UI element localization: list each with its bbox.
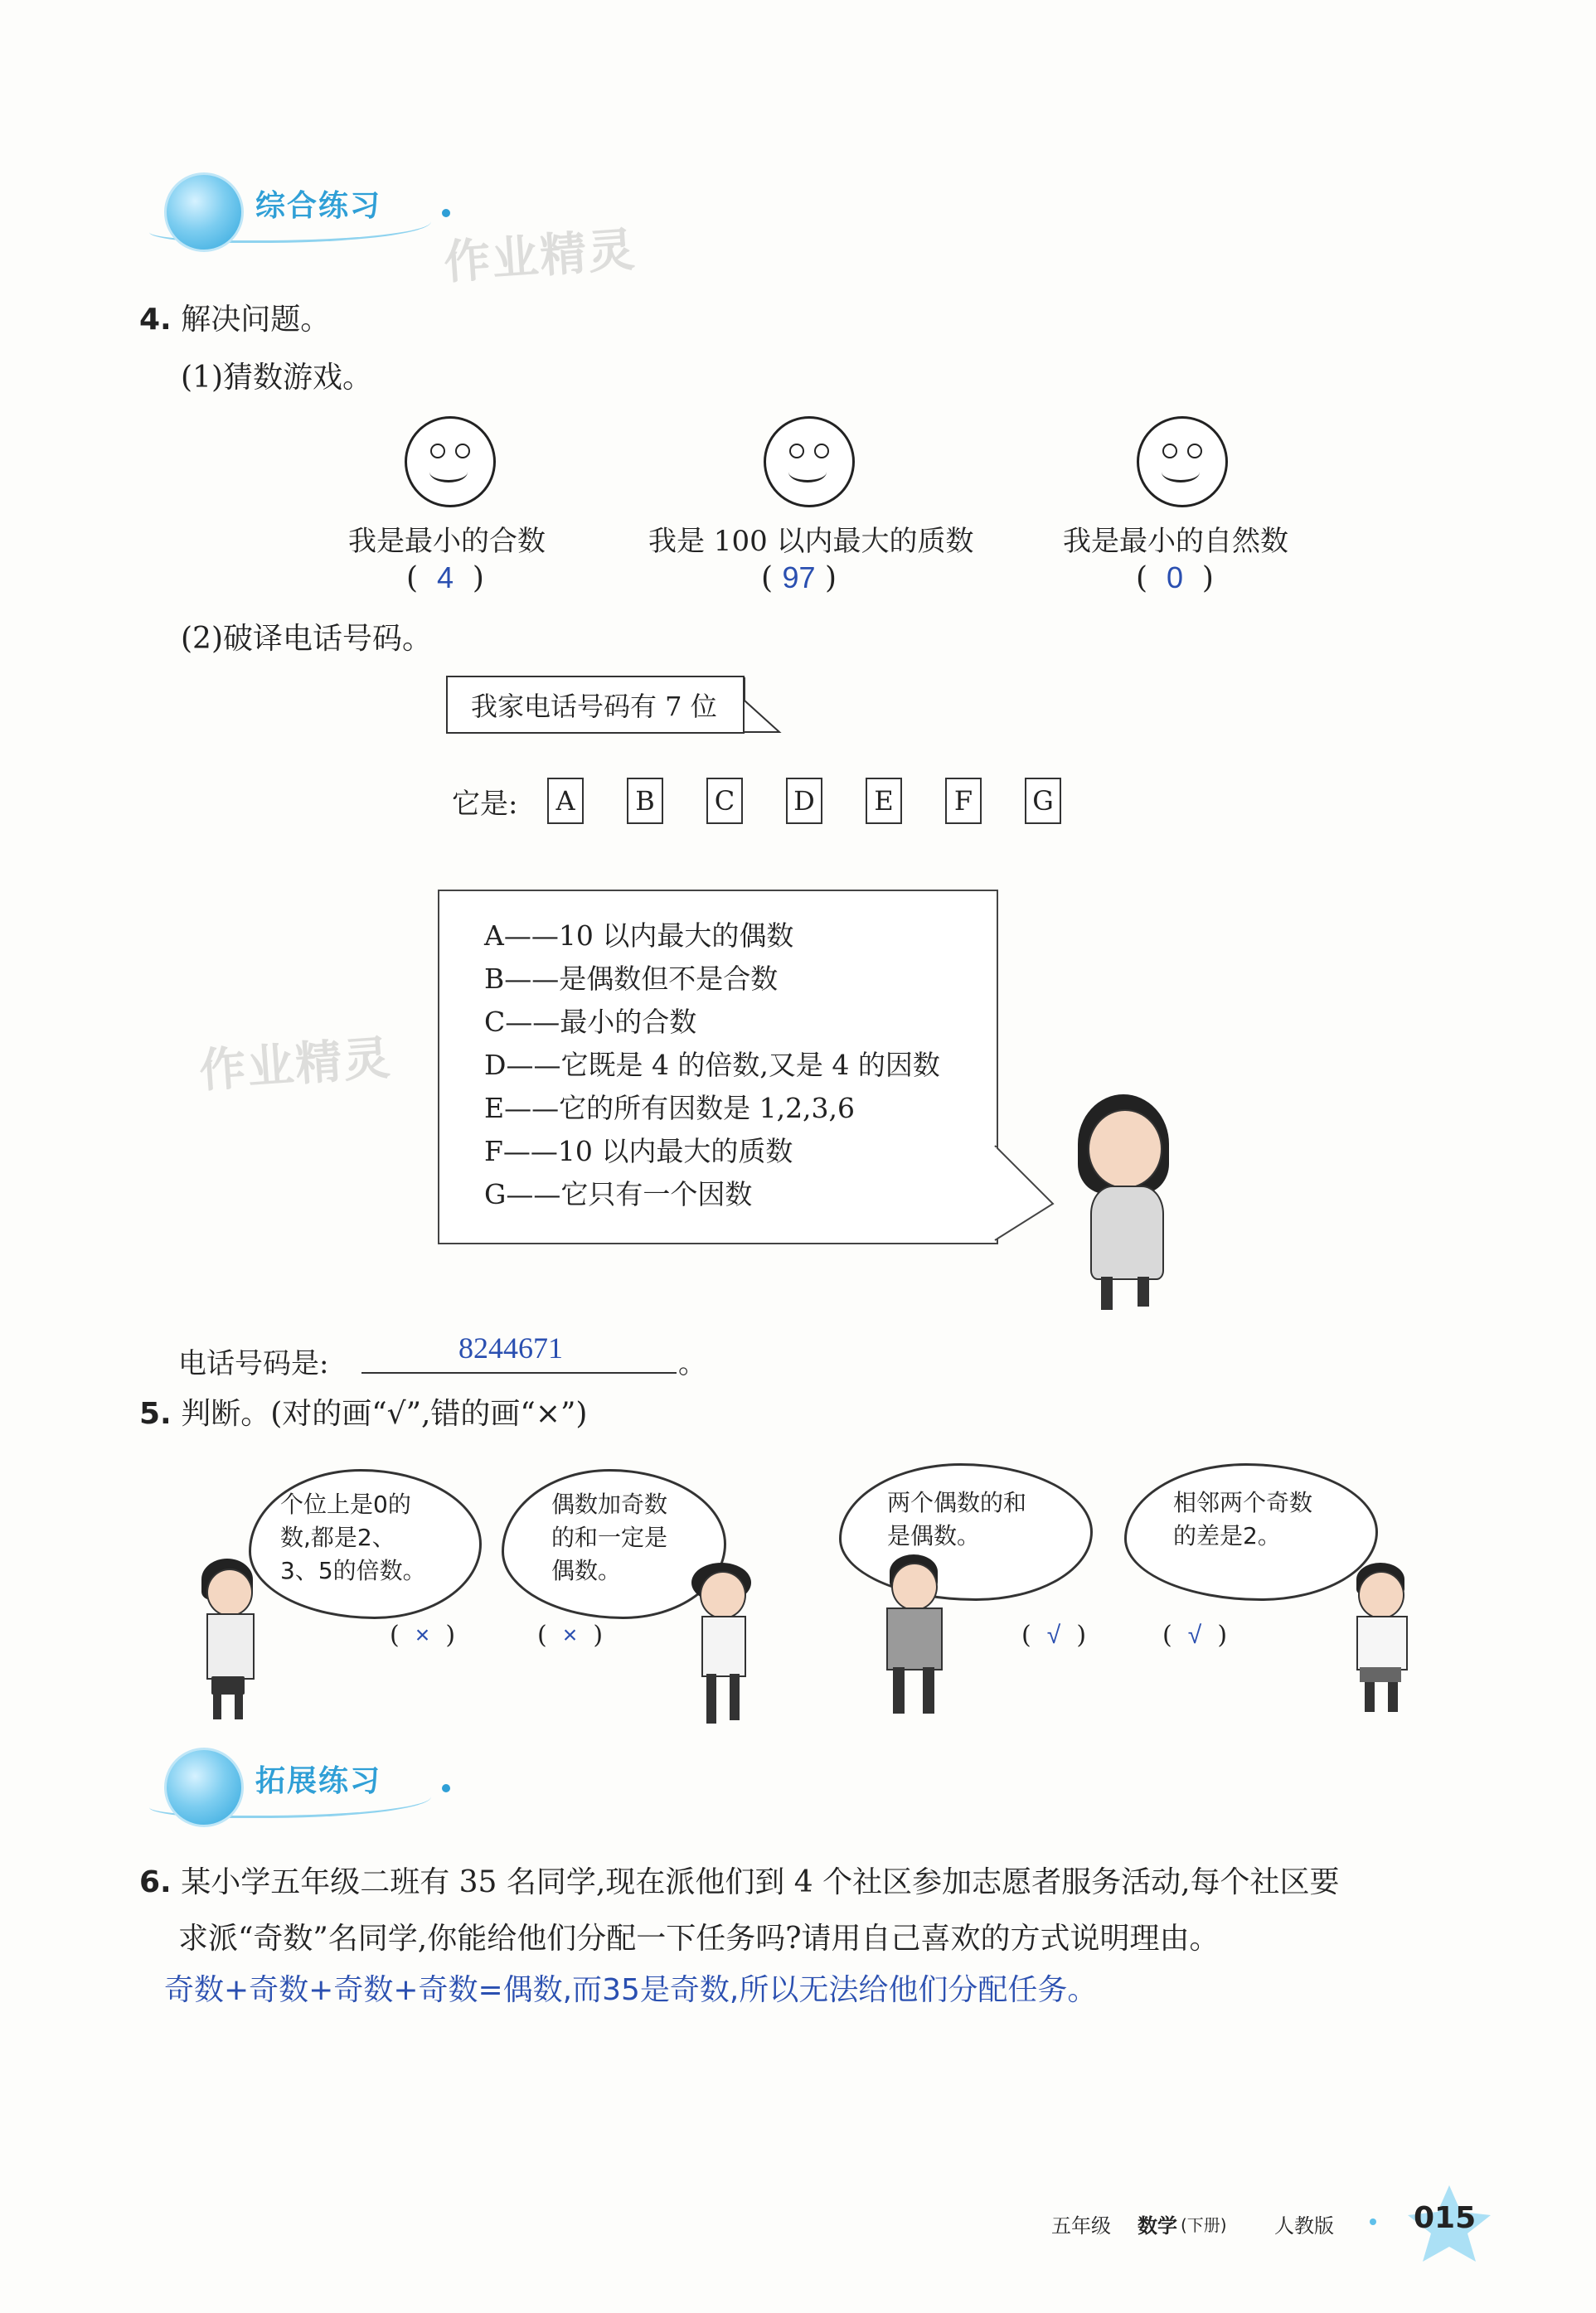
phone-answer: 8244671: [458, 1331, 563, 1365]
clue-line: G——它只有一个因数: [484, 1178, 753, 1210]
guess-answer: 97: [782, 560, 816, 594]
clue-line: B——是偶数但不是合数: [484, 963, 779, 995]
judge-answer: ×: [415, 1622, 430, 1649]
cloud-text: 个位上是0的 数,都是2、 3、5的倍数。: [280, 1491, 426, 1584]
judge-blank: ( × ): [537, 1621, 604, 1650]
section-title: 拓展练习: [255, 1764, 382, 1798]
letter-box: E: [866, 778, 902, 824]
guess-answer: 0: [1166, 560, 1183, 594]
judge-answer: ×: [562, 1622, 578, 1649]
footer-volume: (下册): [1181, 2215, 1227, 2235]
q4-part1-label: (1)猜数游戏。: [181, 361, 372, 395]
q4-title: 解决问题。: [181, 303, 331, 337]
q6-line1: [139, 1859, 1340, 1901]
phone-answer-line: [361, 1372, 677, 1374]
bubble-tail-icon: [738, 676, 788, 735]
footer-grade: 五年级: [1051, 2214, 1111, 2238]
girl-pigtails-illustration: [688, 1563, 759, 1729]
footer-dot-icon: [1370, 2218, 1376, 2225]
clue-line: D——它既是 4 的倍数,又是 4 的因数: [484, 1049, 940, 1081]
letter-box: F: [945, 778, 982, 824]
cloud-text: 相邻两个奇数 的差是2。: [1173, 1489, 1313, 1549]
q5-number: 5.: [139, 1397, 172, 1431]
judge-answer: √: [1187, 1622, 1202, 1649]
q6-text: 某小学五年级二班有 35 名同学,现在派他们到 4 个社区参加志愿者服务活动,每个社区要: [181, 1865, 1340, 1899]
banner-dot-icon: [442, 1784, 450, 1792]
guess-caption: 我是最小的自然数: [1063, 525, 1288, 558]
section-banner-extension: [131, 1741, 479, 1832]
q4-part2-label: (2)破译电话号码。: [181, 622, 432, 656]
cloud-text: 偶数加奇数 的和一定是 偶数。: [551, 1491, 668, 1584]
page-number: 015: [1414, 2201, 1477, 2235]
letter-box: D: [786, 778, 822, 824]
banner-dot-icon: [442, 209, 450, 217]
smiley-face-icon: [764, 416, 855, 507]
cloud-text: 两个偶数的和 是偶数。: [887, 1489, 1027, 1549]
q6-line2: 求派“奇数”名同学,你能给他们分配一下任务吗?请用自己喜欢的方式说明理由。: [178, 1922, 1220, 1956]
letter-box: G: [1025, 778, 1061, 824]
phone-label: 电话号码是:: [178, 1347, 329, 1380]
it-is-label: 它是:: [452, 788, 518, 821]
judge-blank: ( × ): [390, 1621, 456, 1650]
crystal-ball-icon: [164, 1748, 244, 1827]
boy-backpack-illustration: [875, 1554, 958, 1720]
crystal-ball-icon: [164, 172, 244, 252]
boy-waving-illustration: [1335, 1563, 1426, 1716]
answer-blank: ( 0 ): [1136, 560, 1214, 595]
q6-answer: 奇数+奇数+奇数+奇数=偶数,而35是奇数,所以无法给他们分配任务。: [164, 1973, 1098, 2007]
guess-answer: 4: [436, 560, 454, 594]
judge-answer: √: [1046, 1622, 1061, 1649]
speech-bubble: [446, 676, 745, 734]
smiley-face-icon: [1137, 416, 1228, 507]
clue-line: A——10 以内最大的偶数: [484, 919, 794, 952]
answer-blank: ( 97 ): [761, 560, 837, 595]
q4-heading: [139, 296, 330, 338]
clue-line: E——它的所有因数是 1,2,3,6: [484, 1092, 856, 1124]
clue-line: F——10 以内最大的质数: [484, 1135, 793, 1167]
watermark: 作业精灵: [442, 222, 638, 291]
answer-blank: ( 4 ): [406, 560, 484, 595]
letter-box: C: [706, 778, 743, 824]
phone-end: 。: [678, 1347, 706, 1380]
letter-box: B: [627, 778, 663, 824]
section-banner-comprehensive: [131, 166, 479, 257]
letter-box: A: [547, 778, 584, 824]
guess-caption: 我是最小的合数: [348, 525, 546, 558]
clue-box-tail-icon: [992, 1144, 1058, 1244]
q4-number: 4.: [139, 303, 172, 337]
guess-caption: 我是 100 以内最大的质数: [648, 525, 974, 558]
q5-title: 判断。(对的画“√”,错的画“×”): [181, 1397, 588, 1431]
q6-number: 6.: [139, 1865, 172, 1899]
clue-line: C——最小的合数: [484, 1006, 697, 1038]
judge-blank: ( √ ): [1162, 1621, 1228, 1650]
footer-subject: 数学: [1138, 2214, 1177, 2238]
footer-edition: 人教版: [1274, 2214, 1334, 2238]
bubble-text: 我家电话号码有 7 位: [471, 691, 717, 722]
section-title: 综合练习: [255, 189, 382, 223]
judge-blank: ( √ ): [1021, 1621, 1087, 1650]
girl-illustration: [1061, 1094, 1202, 1318]
clue-box: [438, 890, 998, 1244]
boy-reading-illustration: [195, 1559, 269, 1724]
smiley-face-icon: [405, 416, 496, 507]
q5-heading: [139, 1390, 587, 1433]
watermark: 作业精灵: [197, 1030, 394, 1099]
